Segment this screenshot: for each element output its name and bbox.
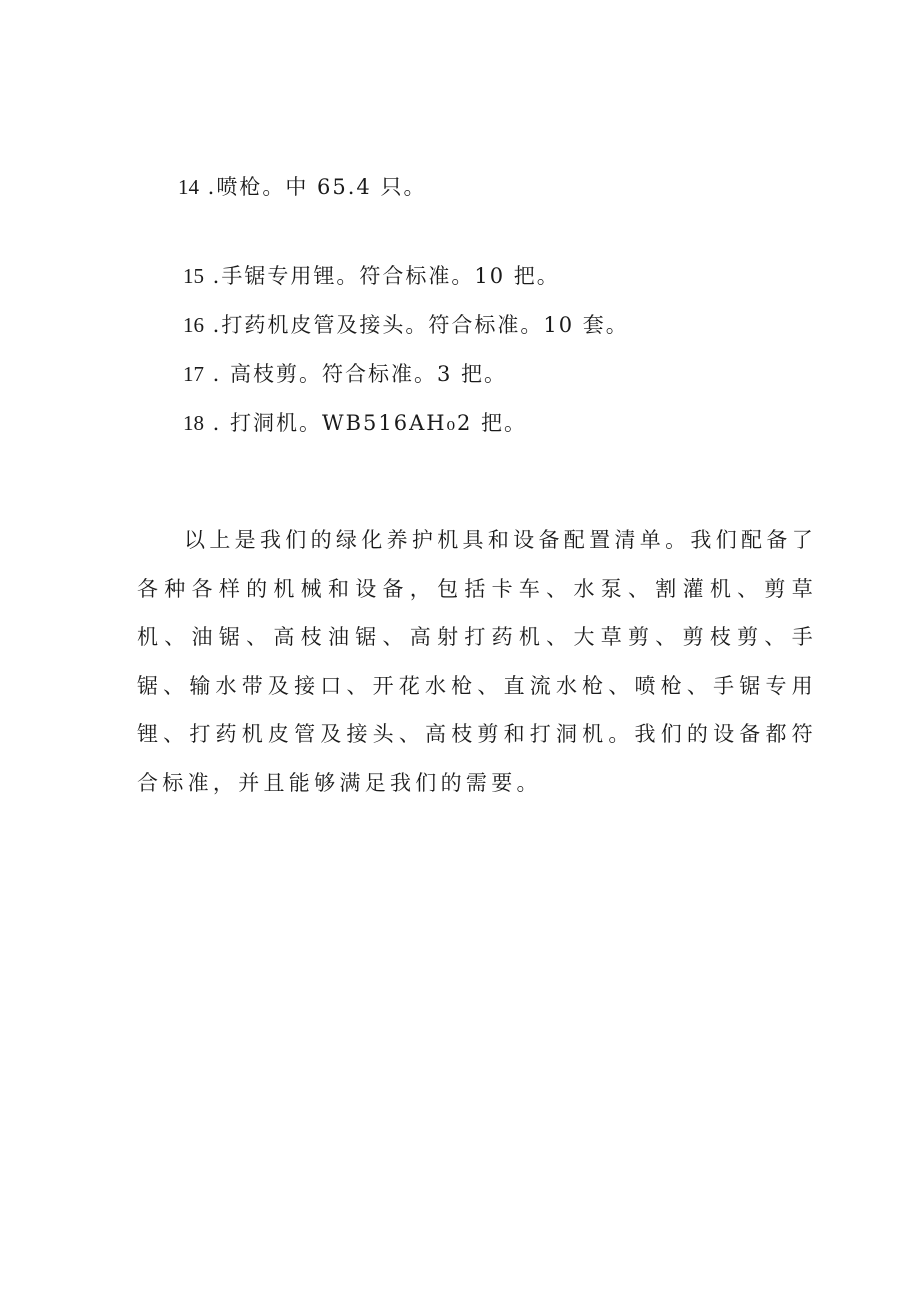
summary-paragraph: 以上是我们的绿化养护机具和设备配置清单。我们配备了各种各样的机械和设备，包括卡车、水泵、割灌机、剪草机、油锯、高枝油锯、高射打药机、大草剪、剪枝剪、手锯、输水带及接口、开花水枪、直流水枪、喷枪、手锯专用锂、打药机皮管及接头、高枝剪和打洞机。我们的设备都符合标准，并且能够满足我们的需要。 [137, 528, 817, 795]
list-item-16 [183, 311, 629, 339]
list-item-15 [183, 262, 560, 290]
item-text: .喷枪。中 65.4 只。 [199, 175, 427, 199]
item-number: 15 [183, 264, 204, 288]
item-number: 17 [183, 362, 204, 386]
list-item-18 [183, 409, 527, 437]
item-text: . 高枝剪。符合标准。3 把。 [204, 362, 508, 386]
item-number: 16 [183, 313, 204, 337]
list-item-17 [183, 360, 507, 388]
item-number: 18 [183, 411, 204, 435]
item-number: 14 [178, 175, 199, 199]
item-text: .打药机皮管及接头。符合标准。10 套。 [204, 313, 629, 337]
list-item-14 [178, 173, 426, 201]
item-text: . 打洞机。WB516AH₀2 把。 [204, 411, 528, 435]
item-text: .手锯专用锂。符合标准。10 把。 [204, 264, 560, 288]
